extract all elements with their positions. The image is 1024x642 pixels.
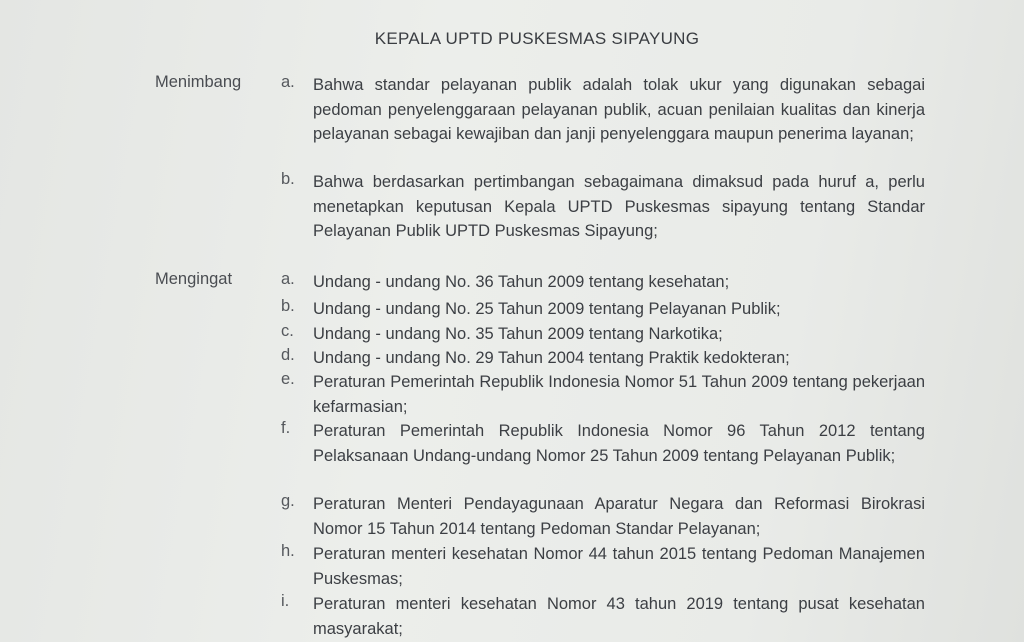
mengingat-item-b <box>281 297 926 321</box>
section-label-mengingat: Mengingat <box>155 270 233 288</box>
item-letter: a. <box>281 73 295 91</box>
item-text: Peraturan Pemerintah Republik Indonesia Nomor 96 Tahun 2012 tentang Pelaksanaan Undang-undang Nomor 25 Tahun 2009 tentang Pelayanan Publik; <box>313 422 925 465</box>
section-label-menimbang: Menimbang <box>155 73 242 91</box>
document-heading: KEPALA UPTD PUSKESMAS SIPAYUNG <box>374 29 700 48</box>
menimbang-item-a <box>281 73 926 169</box>
item-letter: d. <box>281 346 295 364</box>
item-letter: h. <box>281 542 295 560</box>
item-text: Undang - undang No. 25 Tahun 2009 tentang Pelayanan Publik; <box>313 300 781 318</box>
mengingat-item-d <box>281 346 926 370</box>
item-text: Bahwa standar pelayanan publik adalah tolak ukur yang digunakan sebagai pedoman penyelenggaraan pelayanan publik, acuan penilaian kualitas dan kinerja pelayanan sebagai kewajiban dan janji penyelenggara maupun penerima layanan; <box>313 76 925 143</box>
item-text: Undang - undang No. 29 Tahun 2004 tentang Praktik kedokteran; <box>313 349 790 367</box>
mengingat-item-h <box>281 542 926 591</box>
item-letter: g. <box>281 492 295 510</box>
item-text: Peraturan menteri kesehatan Nomor 44 tahun 2015 tentang Pedoman Manajemen Puskesmas; <box>313 545 925 588</box>
mengingat-item-c <box>281 322 926 346</box>
item-letter: c. <box>281 322 294 340</box>
mengingat-item-g <box>281 492 926 541</box>
item-letter: e. <box>281 370 295 388</box>
item-letter: f. <box>281 419 291 437</box>
mengingat-item-i <box>281 592 926 641</box>
item-text: Bahwa berdasarkan pertimbangan sebagaimana dimaksud pada huruf a, perlu menetapkan keputusan Kepala UPTD Puskesmas sipayung tentang Standar Pelayanan Publik UPTD Puskesmas Sipayung; <box>313 173 925 240</box>
mengingat-item-f <box>281 419 926 493</box>
item-text: Undang - undang No. 36 Tahun 2009 tentang kesehatan; <box>313 273 730 291</box>
item-text: Peraturan menteri kesehatan Nomor 43 tahun 2019 tentang pusat kesehatan masyarakat; <box>313 595 925 638</box>
item-text: Peraturan Pemerintah Republik Indonesia Nomor 51 Tahun 2009 tentang pekerjaan kefarmasian; <box>313 373 925 416</box>
item-text: Undang - undang No. 35 Tahun 2009 tentang Narkotika; <box>313 325 723 343</box>
item-letter: a. <box>281 270 295 288</box>
menimbang-item-b <box>281 170 926 244</box>
mengingat-item-a <box>281 270 926 294</box>
item-letter: i. <box>281 592 290 610</box>
mengingat-item-e <box>281 370 926 419</box>
item-letter: b. <box>281 297 295 315</box>
item-text: Peraturan Menteri Pendayagunaan Aparatur Negara dan Reformasi Birokrasi Nomor 15 Tahun 2014 tentang Pedoman Standar Pelayanan; <box>313 495 925 538</box>
item-letter: b. <box>281 170 295 188</box>
